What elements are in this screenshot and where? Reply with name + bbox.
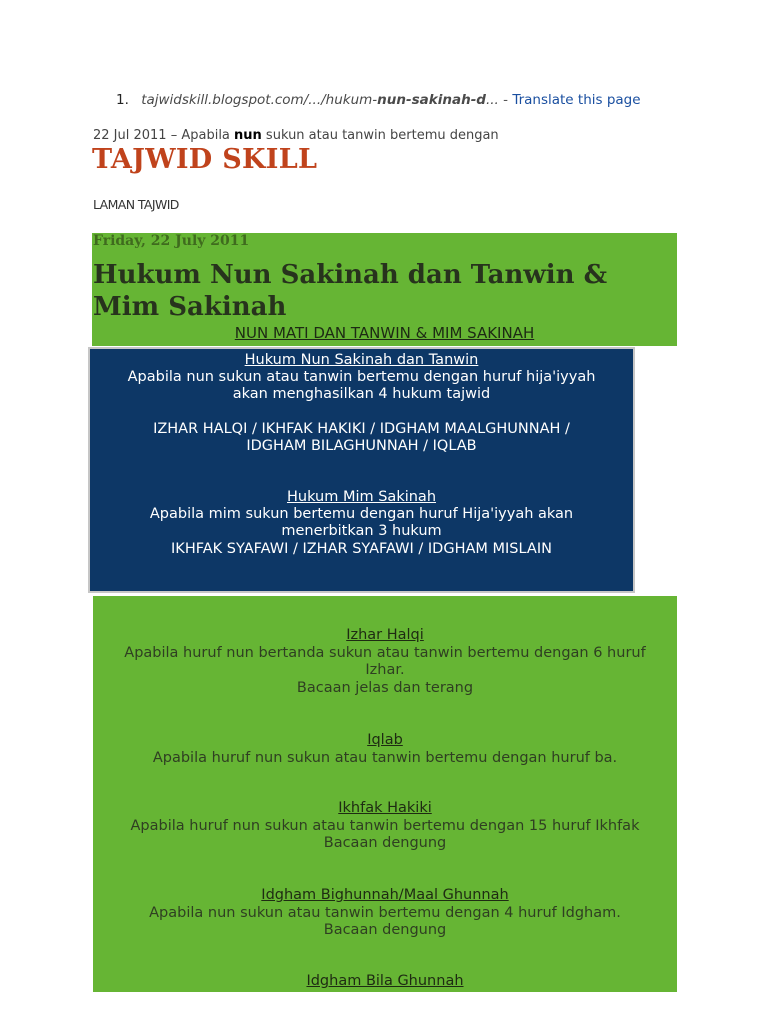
post-date: Friday, 22 July 2011: [93, 233, 250, 249]
rule-desc-line: Apabila huruf nun bertanda sukun atau tanwin bertemu dengan 6 huruf: [124, 644, 646, 661]
blog-description: LAMAN TAJWID: [93, 197, 179, 212]
rule-name: Izhar Halqi: [346, 627, 424, 643]
rule-izhar-halqi: [93, 627, 677, 697]
rules-section: [93, 596, 677, 992]
rule-name: Iqlab: [367, 732, 403, 748]
rule-desc-line: Bacaan dengung: [323, 835, 447, 851]
mim-rules: IKHFAK SYAFAWI / IZHAR SYAFAWI / IDGHAM MISLAIN: [171, 540, 552, 557]
rule-name: Idgham Bighunnah/Maal Ghunnah: [261, 887, 509, 903]
mim-text-line-2: menerbitkan 3 hukum: [281, 523, 442, 540]
rule-name: Ikhfak Hakiki: [338, 800, 432, 816]
blog-title[interactable]: TAJWID SKILL: [92, 144, 318, 175]
summary-box: [88, 347, 635, 593]
result-number: 1.: [116, 92, 129, 108]
rule-ikhfak-hakiki: [93, 800, 677, 853]
nun-text-line-1: Apabila nun sukun atau tanwin bertemu dengan huruf hija'iyyah: [127, 369, 596, 386]
nun-text-line-2: akan menghasilkan 4 hukum tajwid: [232, 386, 491, 403]
rule-idgham-bila-ghunnah: [93, 973, 677, 991]
post-subtitle: NUN MATI DAN TANWIN & MIM SAKINAH: [234, 324, 535, 342]
post-title[interactable]: Hukum Nun Sakinah dan Tanwin & Mim Sakinah: [93, 260, 608, 322]
translate-link[interactable]: Translate this page: [512, 92, 641, 108]
rule-desc-line: Bacaan dengung: [323, 922, 447, 938]
result-separator: -: [498, 92, 513, 108]
rule-desc-line: Izhar.: [365, 662, 405, 678]
rule-idgham-bighunnah: [93, 887, 677, 940]
rule-name: Idgham Bila Ghunnah: [306, 973, 464, 989]
nun-sakinah-heading: Hukum Nun Sakinah dan Tanwin: [244, 352, 479, 368]
rule-desc-line: Apabila nun sukun atau tanwin bertemu dengan 4 huruf Idgham.: [149, 904, 621, 921]
post-header: [92, 233, 677, 346]
mim-text-line-1: Apabila mim sukun bertemu dengan huruf Hija'iyyah akan: [149, 506, 574, 523]
rule-iqlab: [93, 732, 677, 767]
result-url[interactable]: tajwidskill.blogspot.com/.../hukum-nun-sakinah-d...: [141, 92, 499, 108]
search-result-line: [116, 92, 641, 108]
mim-sakinah-heading: Hukum Mim Sakinah: [286, 489, 437, 506]
nun-rules-line-2: IDGHAM BILAGHUNNAH / IQLAB: [246, 437, 477, 454]
rule-desc-line: Apabila huruf nun sukun atau tanwin bertemu dengan 15 huruf Ikhfak: [130, 817, 640, 834]
result-snippet: 22 Jul 2011 – Apabila nun sukun atau tanwin bertemu dengan: [93, 128, 499, 143]
rule-desc-line: Bacaan jelas dan terang: [296, 679, 474, 696]
nun-rules-line-1: IZHAR HALQI / IKHFAK HAKIKI / IDGHAM MAALGHUNNAH /: [153, 420, 570, 437]
rule-desc-line: Apabila huruf nun sukun atau tanwin bertemu dengan huruf ba.: [152, 749, 618, 766]
